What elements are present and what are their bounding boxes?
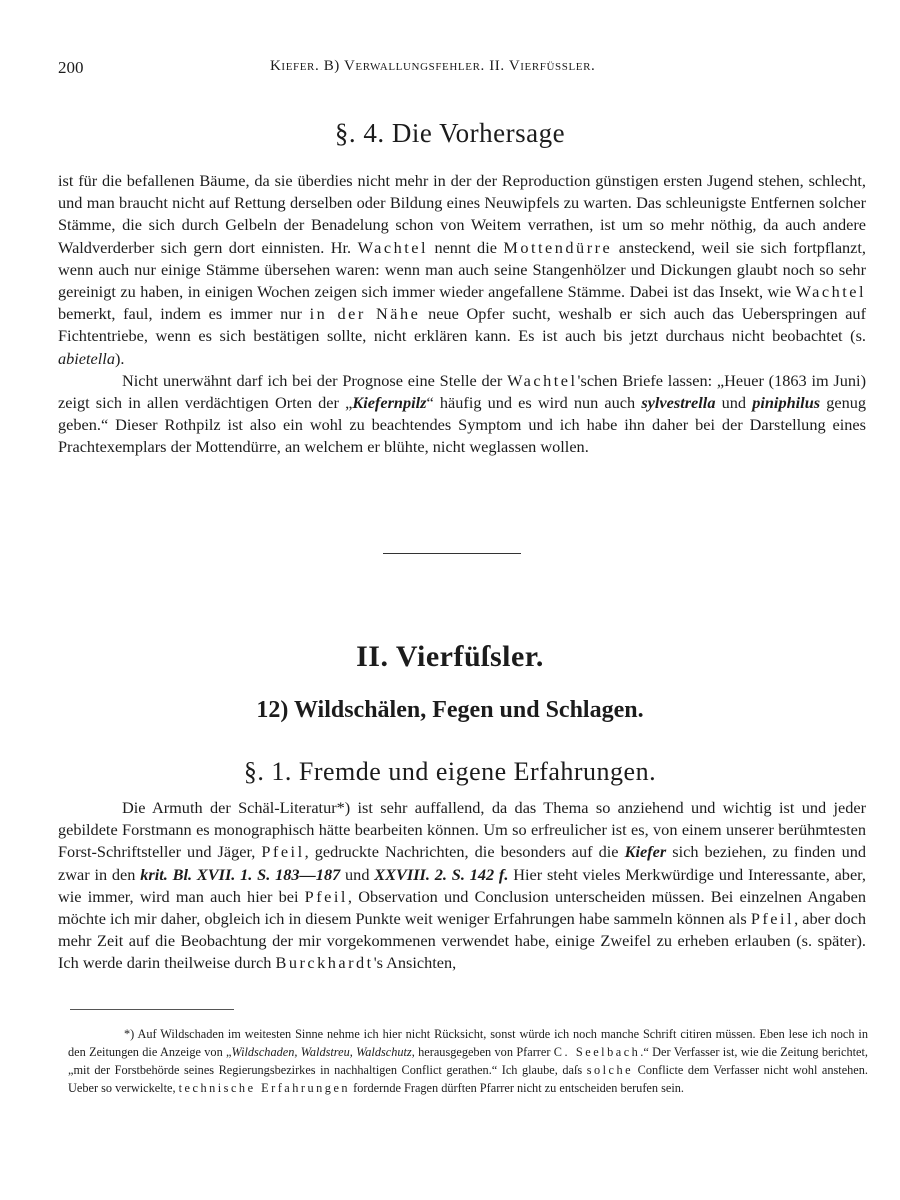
text-run: bemerkt, faul, indem es immer nur [58,304,310,324]
person-name: Pfeil [750,909,795,929]
species-name: piniphilus [752,393,821,413]
section-heading-vorhersage: §. 4. Die Vorhersage [334,118,566,148]
paragraph [58,170,866,370]
citation: krit. Bl. XVII. 1. S. 183—187 [140,864,341,884]
section-divider [383,553,521,554]
text-run: Die Armuth der Schäl-Literatur*) ist sehr auffallend, da das Thema so anziehend und wichtig ist und jeder gebildete Forstmann es monographisch hätte bearbeiten können. Um so erfreulicher ist es, von einem unserer berühmtesten Forst-Schriftsteller und Jäger, [58,798,866,862]
text-run: ansteckend, weil sie sich fortpflanzt, wenn auch nur einige Stämme übersehen waren: wenn man auch seine Stangenhölzer und Dickungen glaubt noch so sehr gereinigt zu haben, in einigen Wochen zeigen sich immer wieder angefallene Stämme. Dabei ist das Insekt, wie [58,237,867,302]
text-run: , Observation und Conclusion unterscheiden müssen. Bei einzelnen Angaben möchte ich mir daher, obgleich ich in diesem Punkte weit weniger Erfahrungen habe sammeln können als [58,886,866,929]
text-run: , gedruckte Nachrichten, die besonders auf die [304,842,625,862]
page-number: 200 [58,58,84,77]
citation: XXVIII. 2. S. 142 f. [374,864,509,884]
text-run: Hier steht vieles Merkwürdige und Interessante, aber, wie immer, wird man auch hier bei [58,864,867,906]
text-run: Conflicte dem Verfasser nicht wohl anstehen. Ueber so verwickelte, [68,1063,868,1095]
text-run: und [340,864,375,884]
footnote-text [68,1025,868,1097]
text-run: ). [114,348,125,368]
term-emphasis: Kiefer [624,842,667,862]
text-run: sich beziehen, zu finden und zwar in den [58,842,866,884]
body-text-erfahrungen [58,797,866,975]
section-heading-erfahrungen: §. 1. Fremde und eigene Erfahrungen. [243,757,657,786]
person-name: Wachtel [507,370,578,390]
text-run: nennt die [428,237,504,257]
term-emphasis: Mottendürre [503,237,613,257]
person-name: Wachtel [357,237,428,257]
species-name: sylvestrella [641,393,716,413]
term-emphasis: technische Erfahrungen [178,1081,351,1095]
text-run: Nicht unerwähnt darf ich bei der Prognose eine Stelle der [122,370,508,390]
paragraph [58,370,866,459]
text-run: , herausgegeben von Pfarrer [411,1045,554,1059]
book-titles: Wildschaden, Waldstreu, Waldschutz [231,1045,412,1059]
running-head-title: Kiefer. B) Verwallungsfehler. II. Vierfüssler. [270,58,596,74]
term-emphasis: solche [586,1063,634,1077]
part-heading: II. Vierfüſsler. [356,640,544,673]
running-head [58,58,868,80]
chapter-heading: 12) Wildschälen, Fegen und Schlagen. [256,697,644,723]
text-run: 's Ansichten, [373,953,457,973]
footnote-rule [70,1009,234,1010]
person-name: Wachtel [795,282,866,302]
species-name: abietella [58,348,115,368]
person-name: C. Seelbach [553,1045,641,1059]
person-name: Burckhardt [275,953,374,973]
term-emphasis: Kiefernpilz [352,393,427,413]
person-name: Pfeil [304,886,348,906]
text-run: 'schen Briefe lassen: „Heuer (1863 im Juni) zeigt sich in allen verdächtigen Orten der „ [58,370,866,413]
text-run: fordernde Fragen dürften Pfarrer nicht zu entscheiden berufen sein. [350,1081,684,1095]
text-run: *) Auf Wildschaden im weitesten Sinne nehme ich hier nicht Rücksicht, sonst würde ich noch manche Schrift citiren müssen. Eben lese ich noch in den Zeitungen die Anzeige von „ [68,1027,868,1059]
text-run: .“ Der Verfasser ist, wie die Zeitung berichtet, „mit der Forstbehörde seines Regierungsbezirkes in nachhaltigen Conflict gerathen.“ Ich glaube, daſs [68,1045,868,1077]
term-emphasis: in der Nähe [309,304,421,324]
footnote [68,1025,868,1097]
body-text-vorhersage [58,170,866,459]
text-run: neue Opfer sucht, weshalb er sich auch das Ueberspringen auf Fichtentriebe, wenn es sich bestätigen sollte, nicht erklären kann. Es ist auch bis jetzt durchaus nicht beobachtet (s. [58,304,866,346]
text-run: genug geben.“ Dieser Rothpilz ist also ein wohl zu beachtendes Symptom und ich habe ihn daher bei der Darstellung eines Prachtexemplars der Mottendürre, an welchem er blühte, nicht weglassen wollen. [58,393,867,457]
text-run: , aber doch mehr Zeit auf die Beobachtung der mir vorgekommenen verwendet habe, einige Zweifel zu erheben erlauben (s. später). Ich werde darin theilweise durch [58,909,866,973]
text-run: und [715,393,753,413]
paragraph [58,797,866,975]
person-name: Pfeil [261,842,305,862]
text-run: ist für die befallenen Bäume, da sie überdies nicht mehr in der der Reproduction günstigen ersten Jugend stehen, schlecht, und man braucht nicht auf Rettung derselben oder Bildung eines Neuwipfels zu warten. Das schleunigste Entfernen solcher Stämme, die sich durch Gelbeln der Benadelung schon von Weitem verrathen, ist um so mehr nöthig, da auch andere Waldverderber sich gern dort einnisten. Hr. [58,171,866,257]
text-run: “ häufig und es wird nun auch [426,393,642,413]
